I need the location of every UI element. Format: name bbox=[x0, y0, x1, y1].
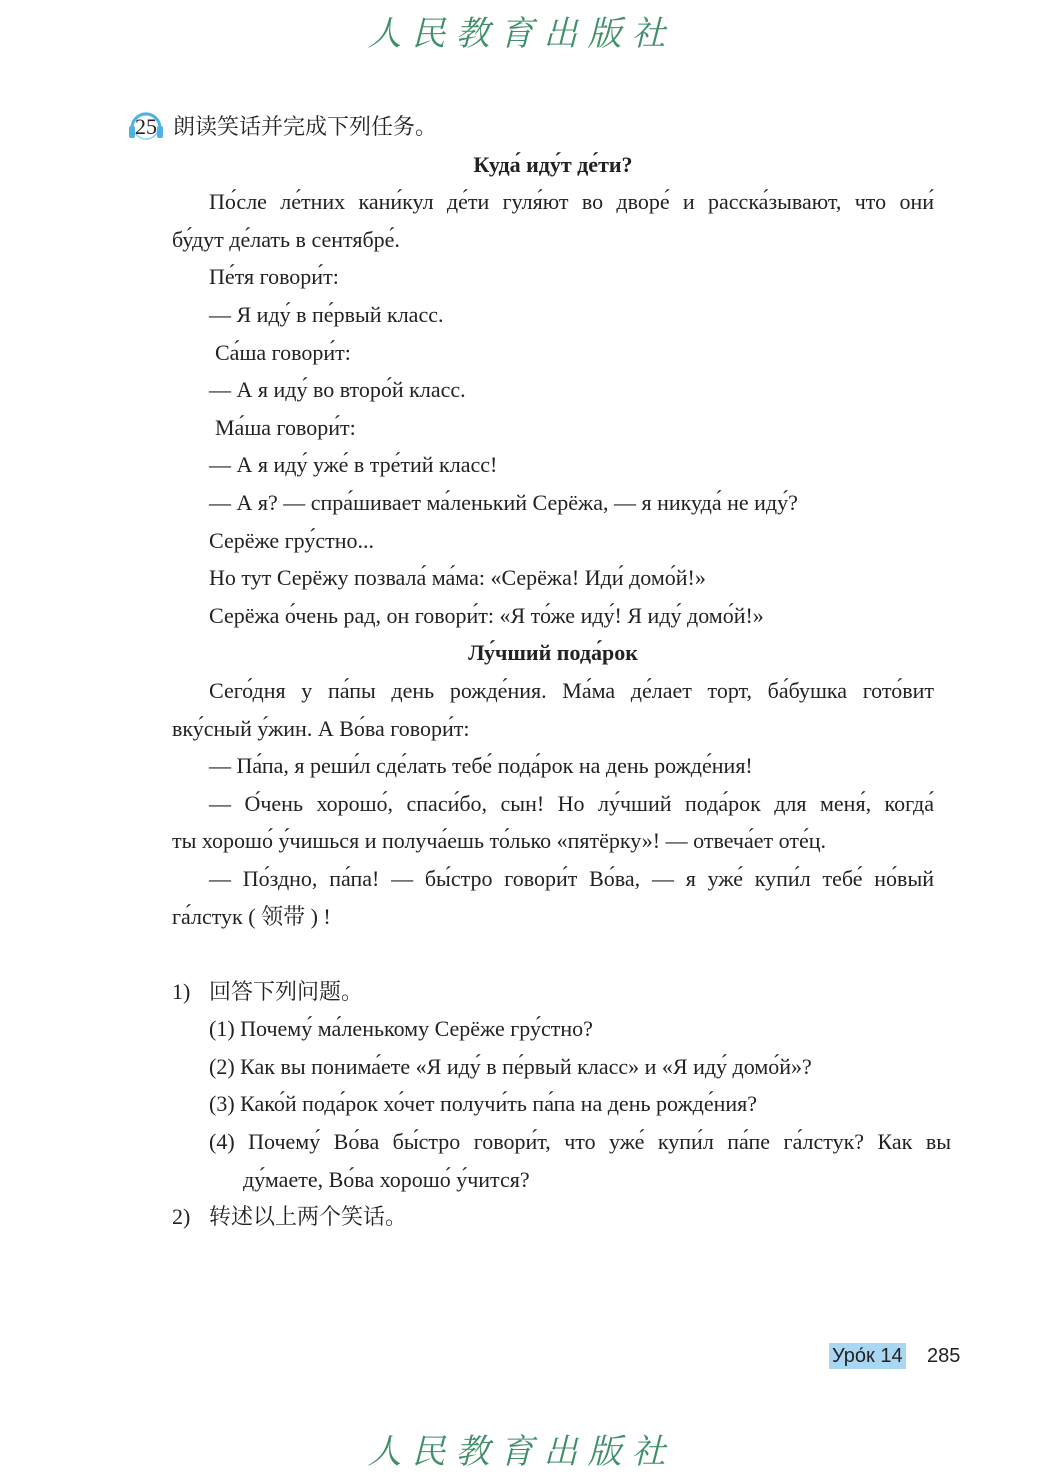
story1-line: Но тут Серёжу позвала́ ма́ма: «Серёжа! Иди́ домо́й!» bbox=[209, 565, 706, 590]
exercise-instruction: 朗读笑话并完成下列任务。 bbox=[173, 114, 438, 139]
story2-line: — О́чень хорошо́, спаси́бо, сын! Но лу́чший пода́рок для меня́, когда́ bbox=[209, 791, 934, 816]
publisher-logo-top: 人民教育出版社 bbox=[367, 14, 676, 54]
story1-line: Серёже гру́стно... bbox=[209, 528, 375, 553]
lesson-tag: Уро́к 14 bbox=[829, 1343, 906, 1369]
story1-line: — А я иду́ уже́ в тре́тий класс! bbox=[209, 452, 498, 477]
story2-line: га́лстук ( 领带 ) ! bbox=[172, 904, 331, 929]
question-item-continued: ду́маете, Во́ва хорошо́ у́чится? bbox=[243, 1167, 530, 1192]
story2-title: Лу́чший пода́рок bbox=[468, 640, 638, 665]
story1-line: — Я иду́ в пе́рвый класс. bbox=[209, 302, 444, 327]
story1-line: Серёжа о́чень рад, он говори́т: «Я то́же иду́! Я иду́ домо́й!» bbox=[209, 603, 764, 628]
story2-line: ты хорошо́ у́чишься и получа́ешь то́лько «пятёрку»! — отвеча́ет оте́ц. bbox=[172, 828, 827, 853]
exercise-number: 25 bbox=[135, 114, 157, 139]
task2-text: 转述以上两个笑话。 bbox=[209, 1204, 408, 1229]
task1-text: 回答下列问题。 bbox=[209, 979, 364, 1004]
question-item: (1) Почему́ ма́ленькому Серёже гру́стно? bbox=[209, 1016, 593, 1041]
story1-line: — А я? — спра́шивает ма́ленький Серёжа, — я никуда́ не иду́? bbox=[209, 490, 798, 515]
task2-number: 2) bbox=[172, 1204, 191, 1229]
publisher-logo-bottom: 人民教育出版社 bbox=[367, 1432, 676, 1472]
story1-line: По́сле ле́тних кани́кул де́ти гуля́ют во дворе́ и расска́зывают, что они́ bbox=[209, 189, 934, 214]
story1-line: Ма́ша говори́т: bbox=[215, 415, 356, 440]
story1-line: Са́ша говори́т: bbox=[215, 340, 351, 365]
story2-line: — Па́па, я реши́л сде́лать тебе́ пода́рок на день рожде́ния! bbox=[209, 753, 753, 778]
story1-line: бу́дут де́лать в сентябре́. bbox=[172, 227, 400, 252]
story1-line: — А я иду́ во второ́й класс. bbox=[209, 377, 466, 402]
page-number: 285 bbox=[927, 1345, 961, 1367]
story1-line: Пе́тя говори́т: bbox=[209, 264, 339, 289]
task1-number: 1) bbox=[172, 979, 191, 1004]
story1-title: Куда́ иду́т де́ти? bbox=[473, 152, 633, 177]
question-item: (2) Как вы понима́ете «Я иду́ в пе́рвый класс» и «Я иду́ домо́й»? bbox=[209, 1054, 812, 1079]
story2-line: — По́здно, па́па! — бы́стро говори́т Во́ва, — я уже́ купи́л тебе́ но́вый bbox=[209, 866, 934, 891]
question-item: (3) Како́й пода́рок хо́чет получи́ть па́па на день рожде́ния? bbox=[209, 1091, 758, 1116]
story2-line: Сего́дня у па́пы день рожде́ния. Ма́ма де́лает торт, ба́бушка гото́вит bbox=[209, 678, 934, 703]
story2-line: вку́сный у́жин. А Во́ва говори́т: bbox=[172, 716, 470, 741]
question-item: (4) Почему́ Во́ва бы́стро говори́т, что уже́ купи́л па́пе га́лстук? Как вы bbox=[209, 1129, 951, 1154]
